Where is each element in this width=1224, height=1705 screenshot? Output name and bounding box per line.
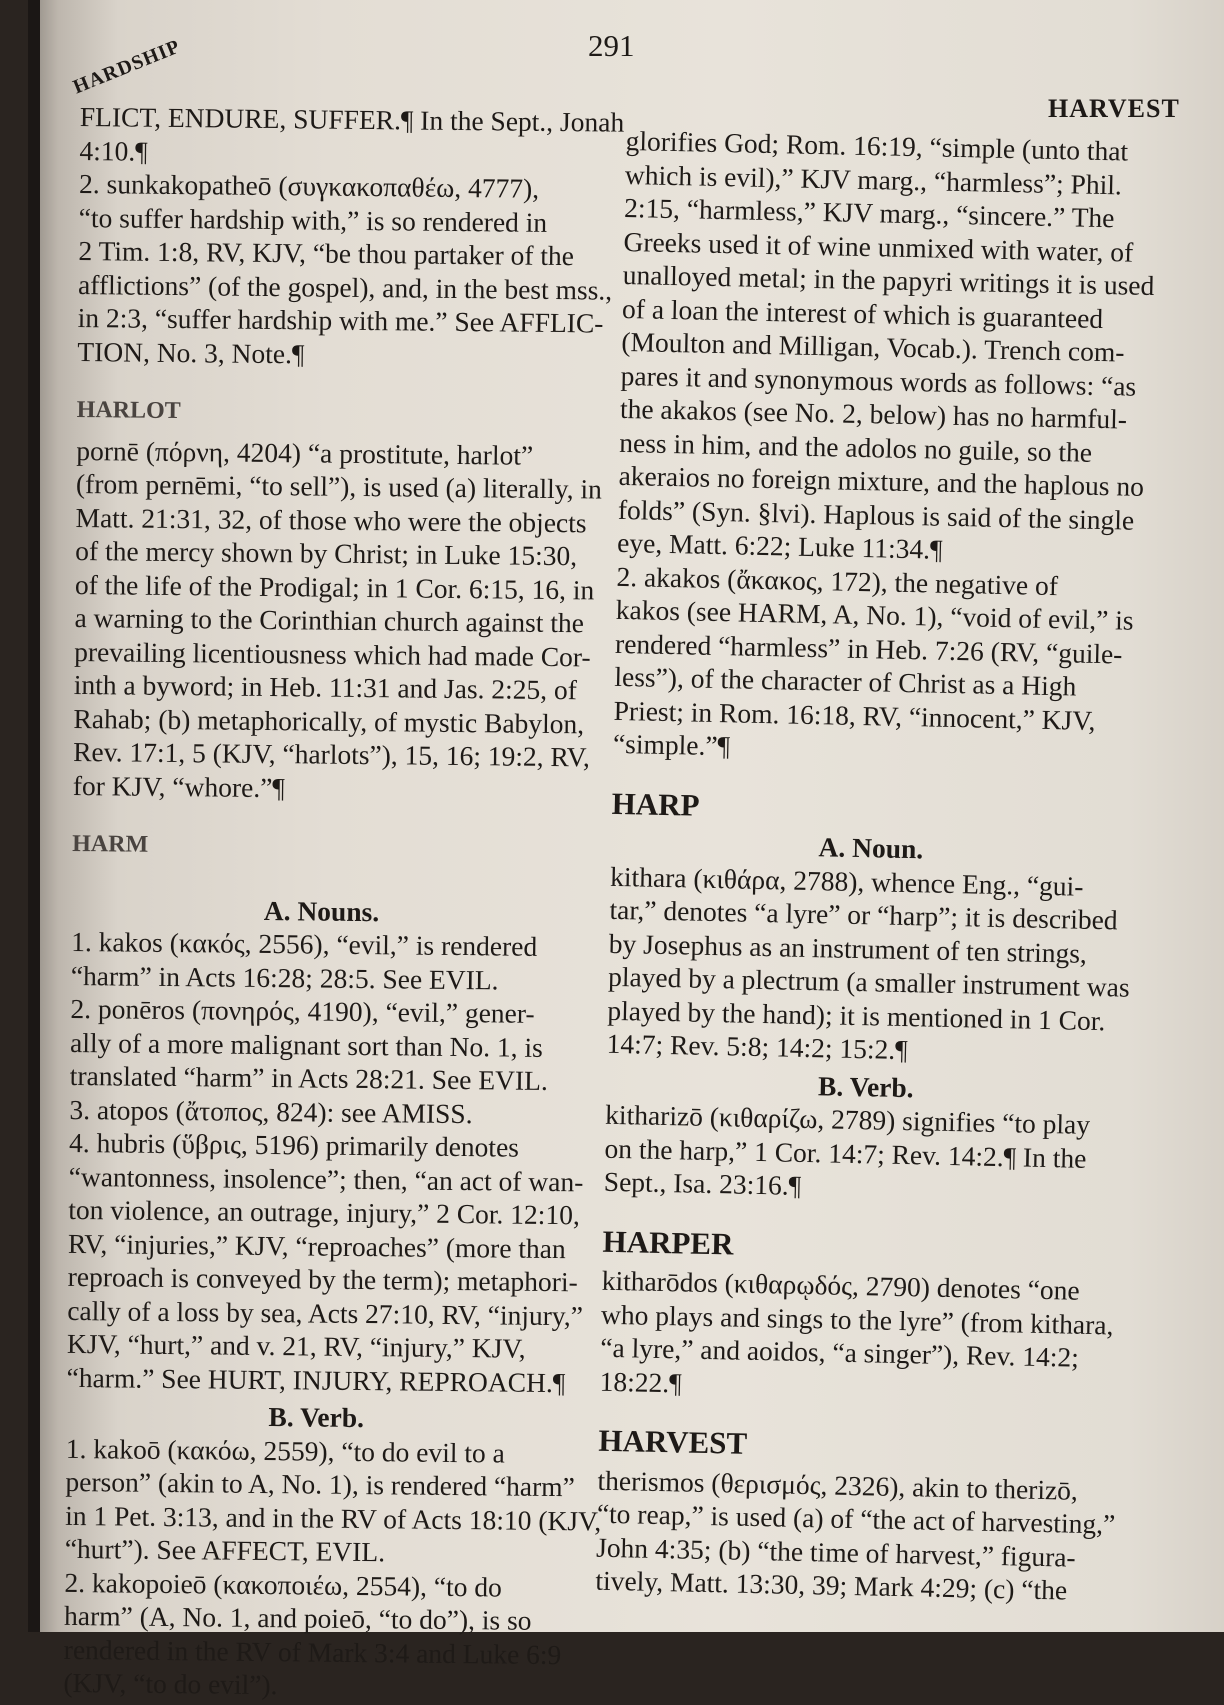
entry-heading: HARVEST xyxy=(598,1422,748,1461)
text-line: TION, No. 3, Note.¶ xyxy=(77,335,305,369)
running-head-right: HARVEST xyxy=(1048,94,1180,123)
text-line: of a loan the interest of which is guaranteed xyxy=(621,292,1104,334)
text-line: in 2:3, “suffer hardship with me.” See AFFLIC- xyxy=(77,301,604,339)
text-line: afflictions” (of the gospel), and, in the best mss., xyxy=(77,268,613,306)
text-line: glorifies God; Rom. 16:19, “simple (unto that xyxy=(625,124,1129,167)
text-line: (Moulton and Milligan, Vocab.). Trench com- xyxy=(621,325,1125,368)
text-line: 2. ponēros (πονηρός, 4190), “evil,” gener- xyxy=(70,992,535,1029)
text-line: of the life of the Prodigal; in 1 Cor. 6:15, 16, in xyxy=(74,568,595,605)
text-line: “harm.” See HURT, INJURY, REPROACH.¶ xyxy=(66,1361,566,1398)
text-line: for KJV, “whore.”¶ xyxy=(72,769,286,803)
text-line: cally of a loss by sea, Acts 27:10, RV, “injury,” xyxy=(67,1294,584,1331)
text-line: ally of a more malignant sort than No. 1, is xyxy=(69,1026,544,1063)
text-line: folds” (Syn. §lvi). Haplous is said of the single xyxy=(617,493,1135,536)
text-line: “to reap,” is used (a) of “the act of harvesting,” xyxy=(596,1497,1116,1540)
text-line: akeraios no foreign mixture, and the haplous no xyxy=(618,459,1145,502)
text-line: “wantonness, insolence”; then, “an act of wan- xyxy=(68,1160,584,1197)
text-line: (KJV, “to do evil”). xyxy=(63,1666,278,1701)
subheading: A. Noun. xyxy=(818,831,924,865)
text-line: 3. atopos (ἄτοπος, 824): see AMISS. xyxy=(69,1093,473,1129)
text-line: person” (akin to A, No. 1), is rendered “harm” xyxy=(65,1465,576,1503)
text-line: harm” (A, No. 1, and poieō, “to do”), is so xyxy=(63,1599,532,1636)
text-line: Greeks used it of wine unmixed with water, of xyxy=(623,225,1134,268)
text-line: reproach is conveyed by the term); metaphori- xyxy=(67,1260,578,1298)
text-line: RV, “injuries,” KJV, “reproaches” (more than xyxy=(67,1227,566,1264)
text-line: by Josephus as an instrument of ten strings, xyxy=(608,927,1088,969)
text-line: 14:7; Rev. 5:8; 14:2; 15:2.¶ xyxy=(606,1027,908,1066)
text-line: unalloyed metal; in the papyri writings it is used xyxy=(622,258,1155,302)
text-line: “hurt”). See AFFECT, EVIL. xyxy=(64,1532,386,1568)
text-line: played by the hand); it is mentioned in 1 Cor. xyxy=(607,994,1106,1036)
entry-heading: HARM xyxy=(72,830,149,858)
text-line: tively, Matt. 13:30, 39; Mark 4:29; (c) “the xyxy=(595,1564,1068,1606)
text-line: pornē (πόρνη, 4204) “a prostitute, harlot” xyxy=(76,434,534,471)
text-line: rendered “harmless” in Heb. 7:26 (RV, “guile- xyxy=(614,627,1123,670)
text-line: pares it and synonymous words as follows: “as xyxy=(620,359,1137,402)
text-line: kitharōdos (κιθαρῳδός, 2790) denotes “one xyxy=(601,1264,1080,1306)
text-line: FLICT, ENDURE, SUFFER.¶ In the Sept., Jonah xyxy=(79,100,625,138)
text-line: ness in him, and the adolos no guile, so the xyxy=(619,426,1093,468)
text-line: on the harp,” 1 Cor. 14:7; Rev. 14:2.¶ In the xyxy=(604,1132,1087,1174)
text-line: who plays and sings to the lyre” (from kithara, xyxy=(600,1298,1114,1340)
text-line: 2. akakos (ἄκακος, 172), the negative of xyxy=(616,560,1059,601)
text-line: rendered in the RV of Mark 3:4 and Luke 6:9 xyxy=(63,1633,562,1670)
text-line: 1. kakoō (κακόω, 2559), “to do evil to a xyxy=(65,1432,505,1469)
text-line: John 4:35; (b) “the time of harvest,” figura- xyxy=(595,1531,1076,1573)
text-line: Sept., Isa. 23:16.¶ xyxy=(603,1165,802,1201)
text-line: Matt. 21:31, 32, of those who were the objects xyxy=(75,501,587,538)
text-line: KJV, “hurt,” and v. 21, RV, “injury,” KJV, xyxy=(66,1327,526,1364)
entry-heading: HARPER xyxy=(602,1223,734,1261)
text-line: 4. hubris (ὕβρις, 5196) primarily denotes xyxy=(68,1126,520,1163)
left-column xyxy=(63,100,625,1705)
text-line: translated “harm” in Acts 28:21. See EVIL. xyxy=(69,1059,548,1096)
text-line: in 1 Pet. 3:13, and in the RV of Acts 18:10 (KJV, xyxy=(65,1499,602,1537)
text-line: kithara (κιθάρα, 2788), whence Eng., “gui- xyxy=(609,860,1084,902)
text-line: a warning to the Corinthian church against the xyxy=(74,601,585,639)
text-line: kakos (see HARM, A, No. 1), “void of evil,” is xyxy=(615,593,1134,636)
text-line: of the mercy shown by Christ; in Luke 15:30, xyxy=(75,534,578,572)
text-line: 18:22.¶ xyxy=(599,1365,682,1398)
text-line: eye, Matt. 6:22; Luke 11:34.¶ xyxy=(616,526,943,565)
entry-heading: HARP xyxy=(611,785,700,823)
text-line: ton violence, an outrage, injury,” 2 Cor. 12:10, xyxy=(68,1193,580,1231)
text-line: played by a plectrum (a smaller instrument was xyxy=(607,960,1130,1003)
text-line: Rev. 17:1, 5 (KJV, “harlots”), 15, 16; 19:2, RV, xyxy=(73,735,591,773)
text-line: “to suffer hardship with,” is so rendered in xyxy=(78,201,548,238)
entry-heading: HARLOT xyxy=(76,396,181,425)
book-page xyxy=(28,0,1224,1701)
text-line: “simple.”¶ xyxy=(612,727,731,762)
text-line: therismos (θερισμός, 2326), akin to therizō, xyxy=(597,1464,1079,1506)
text-line: kitharizō (κιθαρίζω, 2789) signifies “to play xyxy=(604,1098,1091,1140)
text-line: 4:10.¶ xyxy=(79,134,148,167)
text-line: prevailing licentiousness which had made Cor- xyxy=(74,635,591,672)
text-line: tar,” denotes “a lyre” or “harp”; it is described xyxy=(609,893,1118,936)
right-column xyxy=(595,124,1155,1608)
subheading: A. Nouns. xyxy=(263,894,380,927)
text-line: 2. kakopoieō (κακοποιέω, 2554), “to do xyxy=(64,1566,503,1602)
text-line: 2 Tim. 1:8, RV, KJV, “be thou partaker of the xyxy=(78,234,575,272)
text-line: “a lyre,” and aoidos, “a singer”), Rev. 14:2; xyxy=(600,1331,1080,1373)
text-line: less”), of the character of Christ as a High xyxy=(614,660,1077,702)
text-line: 1. kakos (κακός, 2556), “evil,” is rendered xyxy=(71,925,538,962)
page-number: 291 xyxy=(588,28,635,63)
text-line: 2:15, “harmless,” KJV marg., “sincere.” The xyxy=(623,191,1115,234)
text-line: Rahab; (b) metaphorically, of mystic Babylon, xyxy=(73,702,585,739)
text-line: Priest; in Rom. 16:18, RV, “innocent,” KJV, xyxy=(613,694,1096,736)
subheading: B. Verb. xyxy=(817,1069,914,1103)
running-head-left: HARDSHIP xyxy=(70,35,184,99)
text-line: (from pernēmi, “to sell”), is used (a) literally, in xyxy=(75,467,603,505)
text-line: the akakos (see No. 2, below) has no harmful- xyxy=(619,392,1128,435)
text-line: “harm” in Acts 16:28; 28:5. See EVIL. xyxy=(70,959,499,995)
text-line: which is evil),” KJV marg., “harmless”; Phil. xyxy=(624,158,1123,200)
text-line: inth a byword; in Heb. 11:31 and Jas. 2:25, of xyxy=(73,668,578,706)
text-line: 2. sunkakopatheō (συγκακοπαθέω, 4777), xyxy=(78,167,540,204)
subheading: B. Verb. xyxy=(268,1401,365,1434)
book-spine-shadow xyxy=(28,0,40,1632)
